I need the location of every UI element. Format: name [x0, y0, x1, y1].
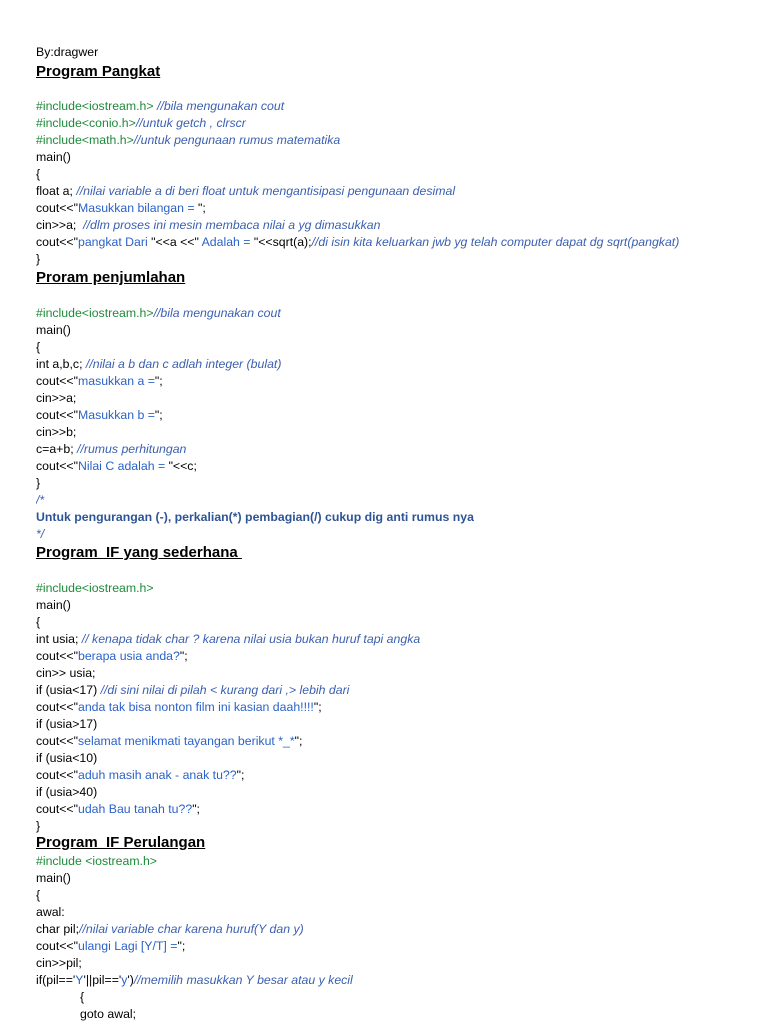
code-comment: //untuk getch , clrscr: [135, 116, 246, 130]
code-line: [36, 98, 760, 115]
section-heading: [36, 268, 760, 288]
code-text: if (usia>40): [36, 785, 98, 799]
code-text: cout<<": [36, 700, 78, 714]
code-line: [80, 1006, 760, 1023]
code-line: [36, 716, 760, 733]
code-line: [36, 784, 760, 801]
string-literal: masukkan a =: [77, 374, 155, 388]
code-line: [36, 648, 760, 665]
code-line: [36, 407, 760, 424]
string-literal: udah Bau tanah tu??: [77, 802, 193, 816]
code-comment: //nilai variable a di beri float untuk mengantisipasi pengunaan desimal: [76, 184, 456, 198]
code-line: [36, 149, 760, 166]
code-line: [36, 767, 760, 784]
code-line: [36, 200, 760, 217]
code-comment: // kenapa tidak char ? karena nilai usia bukan huruf tapi angka: [81, 632, 421, 646]
code-comment: //nilai a b dan c adlah integer (bulat): [85, 357, 282, 371]
code-line: [36, 938, 760, 955]
code-text: cout<<": [36, 734, 78, 748]
code-text: {: [36, 615, 41, 629]
code-text: main(): [36, 323, 71, 337]
code-text: "<<sqrt(a);: [253, 235, 312, 249]
code-text: cin>>b;: [36, 425, 77, 439]
code-text: By:dragwer: [36, 45, 99, 59]
code-text: goto awal;: [80, 1007, 137, 1021]
code-comment: //dlm proses ini mesin membaca nilai a yg dimasukkan: [83, 218, 381, 232]
string-literal: aduh masih anak - anak tu??: [77, 768, 237, 782]
code-line: [36, 801, 760, 818]
code-line: [36, 115, 760, 132]
code-line: [80, 989, 760, 1006]
code-text: ";: [154, 374, 163, 388]
code-text: main(): [36, 598, 71, 612]
code-line: [36, 509, 760, 526]
string-literal: Masukkan b =: [77, 408, 155, 422]
code-text: ";: [313, 700, 322, 714]
code-comment: */: [36, 527, 45, 541]
code-text: cout<<": [36, 649, 78, 663]
code-line: [36, 580, 760, 597]
code-line: [36, 251, 760, 268]
code-line: [36, 870, 760, 887]
code-text: "<<a <<": [151, 235, 199, 249]
code-text: "<<c;: [168, 459, 197, 473]
string-literal: anda tak bisa nonton film ini kasian daah!!!!: [77, 700, 314, 714]
code-text: }: [36, 252, 41, 266]
code-line: [36, 492, 760, 509]
code-text: c=a+b;: [36, 442, 78, 456]
code-text: {: [36, 167, 41, 181]
code-text: ";: [197, 201, 206, 215]
code-line: [36, 699, 760, 716]
code-line: [36, 597, 760, 614]
code-text: char pil;: [36, 922, 80, 936]
code-line: [36, 853, 760, 870]
code-comment: //di isin kita keluarkan jwb yg telah computer dapat dg sqrt(pangkat): [311, 235, 680, 249]
code-line: [36, 305, 760, 322]
string-literal: Y: [75, 973, 84, 987]
code-text: ";: [177, 939, 186, 953]
code-text: Proram penjumlahan: [36, 269, 186, 286]
code-text: main(): [36, 150, 71, 164]
code-text: cin>> usia;: [36, 666, 96, 680]
code-text: ";: [179, 649, 188, 663]
code-comment: //bila mengunakan cout: [153, 306, 281, 320]
code-text: main(): [36, 871, 71, 885]
code-line: [36, 955, 760, 972]
code-line: [36, 526, 760, 543]
include-directive: #include<iostream.h>: [36, 99, 154, 113]
code-text: cout<<": [36, 408, 78, 422]
code-line: [36, 373, 760, 390]
code-text: ";: [192, 802, 200, 816]
code-line: [36, 217, 760, 234]
string-literal: y: [121, 973, 128, 987]
code-text: int usia;: [36, 632, 82, 646]
section-heading: [36, 833, 760, 853]
code-text: {: [80, 990, 85, 1004]
code-comment: //bila mengunakan cout: [153, 99, 285, 113]
string-literal: ulangi Lagi [Y/T] =: [77, 939, 178, 953]
code-text: float a;: [36, 184, 77, 198]
code-line: [36, 356, 760, 373]
section-heading: [36, 543, 760, 563]
code-line: [36, 339, 760, 356]
string-literal: Nilai C adalah =: [77, 459, 169, 473]
note-text: Untuk pengurangan (-), perkalian(*) pembagian(/) cukup dig anti rumus nya: [36, 510, 474, 524]
code-text: {: [36, 888, 41, 902]
include-directive: #include<conio.h>: [36, 116, 136, 130]
code-text: }: [36, 476, 41, 490]
code-text: '||pil==': [83, 973, 122, 987]
string-literal: selamat menikmati tayangan berikut *_*: [77, 734, 295, 748]
code-text: ";: [294, 734, 303, 748]
code-text: if (usia<17): [36, 683, 101, 697]
include-directive: #include<iostream.h>: [36, 306, 154, 320]
include-directive: #include <iostream.h>: [36, 854, 157, 868]
code-text: cout<<": [36, 802, 78, 816]
include-directive: #include<iostream.h>: [36, 581, 154, 595]
code-line: [36, 631, 760, 648]
code-line: [36, 441, 760, 458]
code-text: ";: [154, 408, 163, 422]
code-text: if (usia>17): [36, 717, 98, 731]
code-line: [36, 458, 760, 475]
section-heading: [36, 62, 760, 82]
code-line: [36, 390, 760, 407]
code-text: int a,b,c;: [36, 357, 86, 371]
code-line: [36, 475, 760, 492]
code-line: [36, 682, 760, 699]
code-text: cin>>a;: [36, 391, 77, 405]
include-directive: #include<math.h>: [36, 133, 134, 147]
code-line: [36, 665, 760, 682]
code-text: ";: [236, 768, 245, 782]
code-text: cout<<": [36, 235, 78, 249]
code-comment: //nilai variable char karena huruf(Y dan y): [79, 922, 304, 936]
author-line: [36, 44, 760, 61]
code-text: {: [36, 340, 41, 354]
code-text: '): [127, 973, 134, 987]
code-text: cin>>pil;: [36, 956, 82, 970]
code-text: Program Pangkat: [36, 63, 161, 80]
code-text: cout<<": [36, 768, 78, 782]
code-line: [36, 887, 760, 904]
code-comment: //untuk pengunaan rumus matematika: [133, 133, 341, 147]
code-line: [36, 921, 760, 938]
code-comment: //rumus perhitungan: [77, 442, 187, 456]
code-line: [36, 904, 760, 921]
string-literal: Masukkan bilangan =: [77, 201, 198, 215]
code-text: cin>>a;: [36, 218, 84, 232]
code-line: [36, 183, 760, 200]
code-text: cout<<": [36, 201, 78, 215]
string-literal: pangkat Dari: [77, 235, 152, 249]
code-text: }: [36, 819, 41, 833]
code-comment: //di sini nilai di pilah < kurang dari ,> lebih dari: [100, 683, 350, 697]
code-line: [36, 614, 760, 631]
string-literal: Adalah =: [198, 235, 254, 249]
code-line: [36, 322, 760, 339]
code-comment: //memilih masukkan Y besar atau y kecil: [133, 973, 353, 987]
code-line: [36, 733, 760, 750]
code-line: [36, 166, 760, 183]
code-line: [36, 972, 760, 989]
code-text: if(pil==': [36, 973, 76, 987]
code-text: cout<<": [36, 939, 78, 953]
code-text: awal:: [36, 905, 65, 919]
code-text: if (usia<10): [36, 751, 98, 765]
code-text: Program IF Perulangan: [36, 834, 206, 851]
code-line: [36, 750, 760, 767]
code-text: cout<<": [36, 459, 78, 473]
code-line: [36, 424, 760, 441]
code-line: [36, 234, 760, 251]
code-line: [36, 132, 760, 149]
string-literal: berapa usia anda?: [77, 649, 180, 663]
code-text: cout<<": [36, 374, 78, 388]
code-comment: /*: [36, 493, 45, 507]
code-text: Program IF yang sederhana: [36, 544, 242, 561]
